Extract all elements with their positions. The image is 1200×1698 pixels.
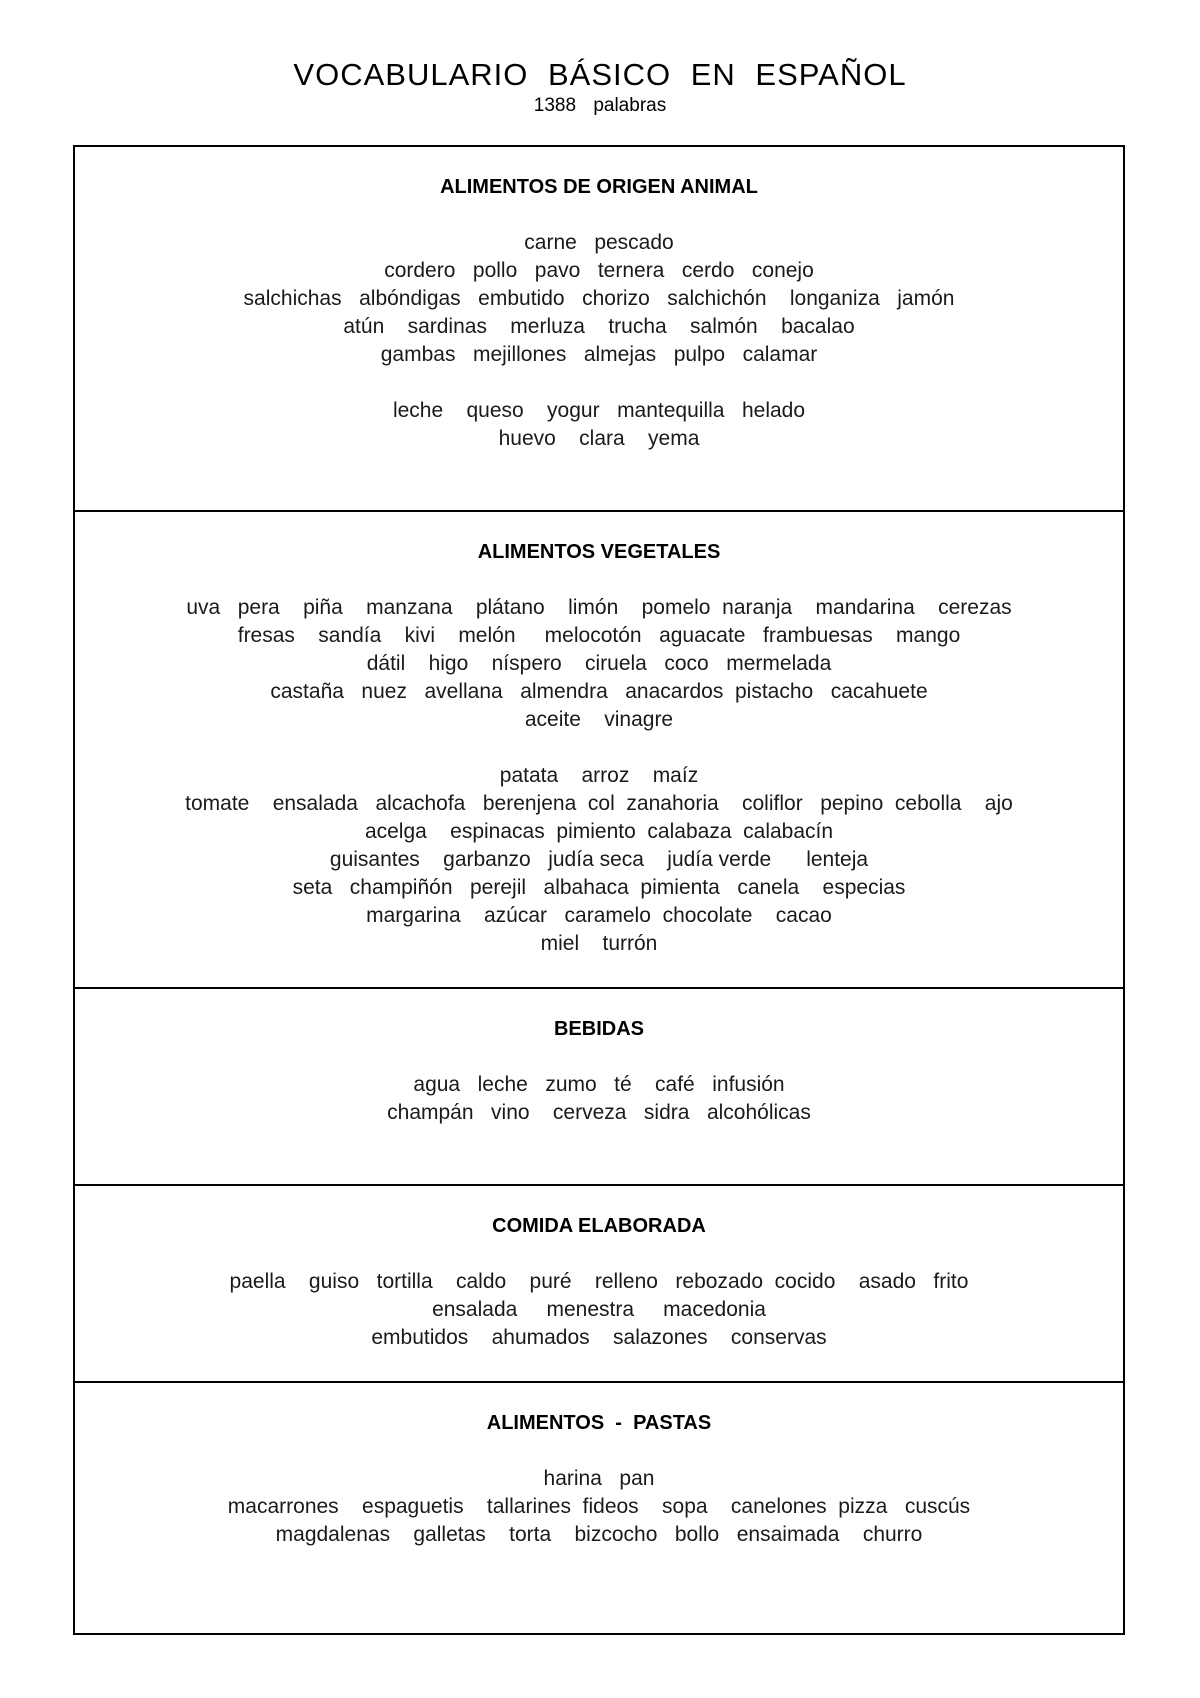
document-header bbox=[0, 56, 1200, 118]
word-line: margarina azúcar caramelo chocolate cacao bbox=[366, 904, 832, 927]
word-line: tomate ensalada alcachofa berenjena col zanahoria coliflor pepino cebolla ajo bbox=[185, 792, 1013, 815]
word-line: fresas sandía kivi melón melocotón aguacate frambuesas mango bbox=[237, 624, 961, 647]
word-line: seta champiñón perejil albahaca pimienta canela especias bbox=[292, 876, 906, 899]
word-line: embutidos ahumados salazones conservas bbox=[371, 1326, 827, 1349]
section-vegetable-foods bbox=[75, 512, 1123, 989]
word-line: guisantes garbanzo judía seca judía verde lenteja bbox=[329, 848, 869, 871]
word-line: atún sardinas merluza trucha salmón bacalao bbox=[343, 315, 855, 338]
word-line: carne pescado bbox=[524, 231, 674, 254]
word-line: huevo clara yema bbox=[498, 427, 700, 450]
section-heading: ALIMENTOS - PASTAS bbox=[486, 1412, 712, 1434]
section-heading: BEBIDAS bbox=[553, 1018, 644, 1040]
word-line: acelga espinacas pimiento calabaza calabacín bbox=[364, 820, 834, 843]
word-line: agua leche zumo té café infusión bbox=[413, 1073, 785, 1096]
word-line: miel turrón bbox=[540, 932, 658, 955]
word-line: dátil higo níspero ciruela coco mermelada bbox=[366, 652, 832, 675]
word-line: cordero pollo pavo ternera cerdo conejo bbox=[384, 259, 814, 282]
word-line: castaña nuez avellana almendra anacardos pistacho cacahuete bbox=[270, 680, 928, 703]
line-spacer bbox=[75, 369, 1123, 397]
section-heading: ALIMENTOS DE ORIGEN ANIMAL bbox=[440, 176, 758, 198]
word-line: aceite vinagre bbox=[524, 708, 674, 731]
section-heading: ALIMENTOS VEGETALES bbox=[477, 541, 721, 563]
page-title: VOCABULARIO BÁSICO EN ESPAÑOL bbox=[293, 57, 907, 92]
word-line: patata arroz maíz bbox=[499, 764, 699, 787]
section-heading: COMIDA ELABORADA bbox=[492, 1215, 706, 1237]
word-line: paella guiso tortilla caldo puré relleno rebozado cocido asado frito bbox=[229, 1270, 969, 1293]
section-prepared-food bbox=[75, 1186, 1123, 1383]
word-line: magdalenas galletas torta bizcocho bollo ensaimada churro bbox=[275, 1523, 923, 1546]
vocabulary-table bbox=[73, 145, 1125, 1635]
section-drinks bbox=[75, 989, 1123, 1186]
word-line: leche queso yogur mantequilla helado bbox=[392, 399, 806, 422]
word-count: 1388 palabras bbox=[533, 95, 667, 116]
line-spacer bbox=[75, 734, 1123, 762]
word-line: champán vino cerveza sidra alcohólicas bbox=[387, 1101, 811, 1124]
section-pastas bbox=[75, 1383, 1123, 1633]
section-animal-foods bbox=[75, 147, 1123, 512]
word-line: macarrones espaguetis tallarines fideos sopa canelones pizza cuscús bbox=[227, 1495, 971, 1518]
word-line: uva pera piña manzana plátano limón pomelo naranja mandarina cerezas bbox=[186, 596, 1012, 619]
word-line: harina pan bbox=[543, 1467, 655, 1490]
word-line: ensalada menestra macedonia bbox=[432, 1298, 766, 1321]
word-line: gambas mejillones almejas pulpo calamar bbox=[380, 343, 818, 366]
word-line: salchichas albóndigas embutido chorizo salchichón longaniza jamón bbox=[243, 287, 955, 310]
